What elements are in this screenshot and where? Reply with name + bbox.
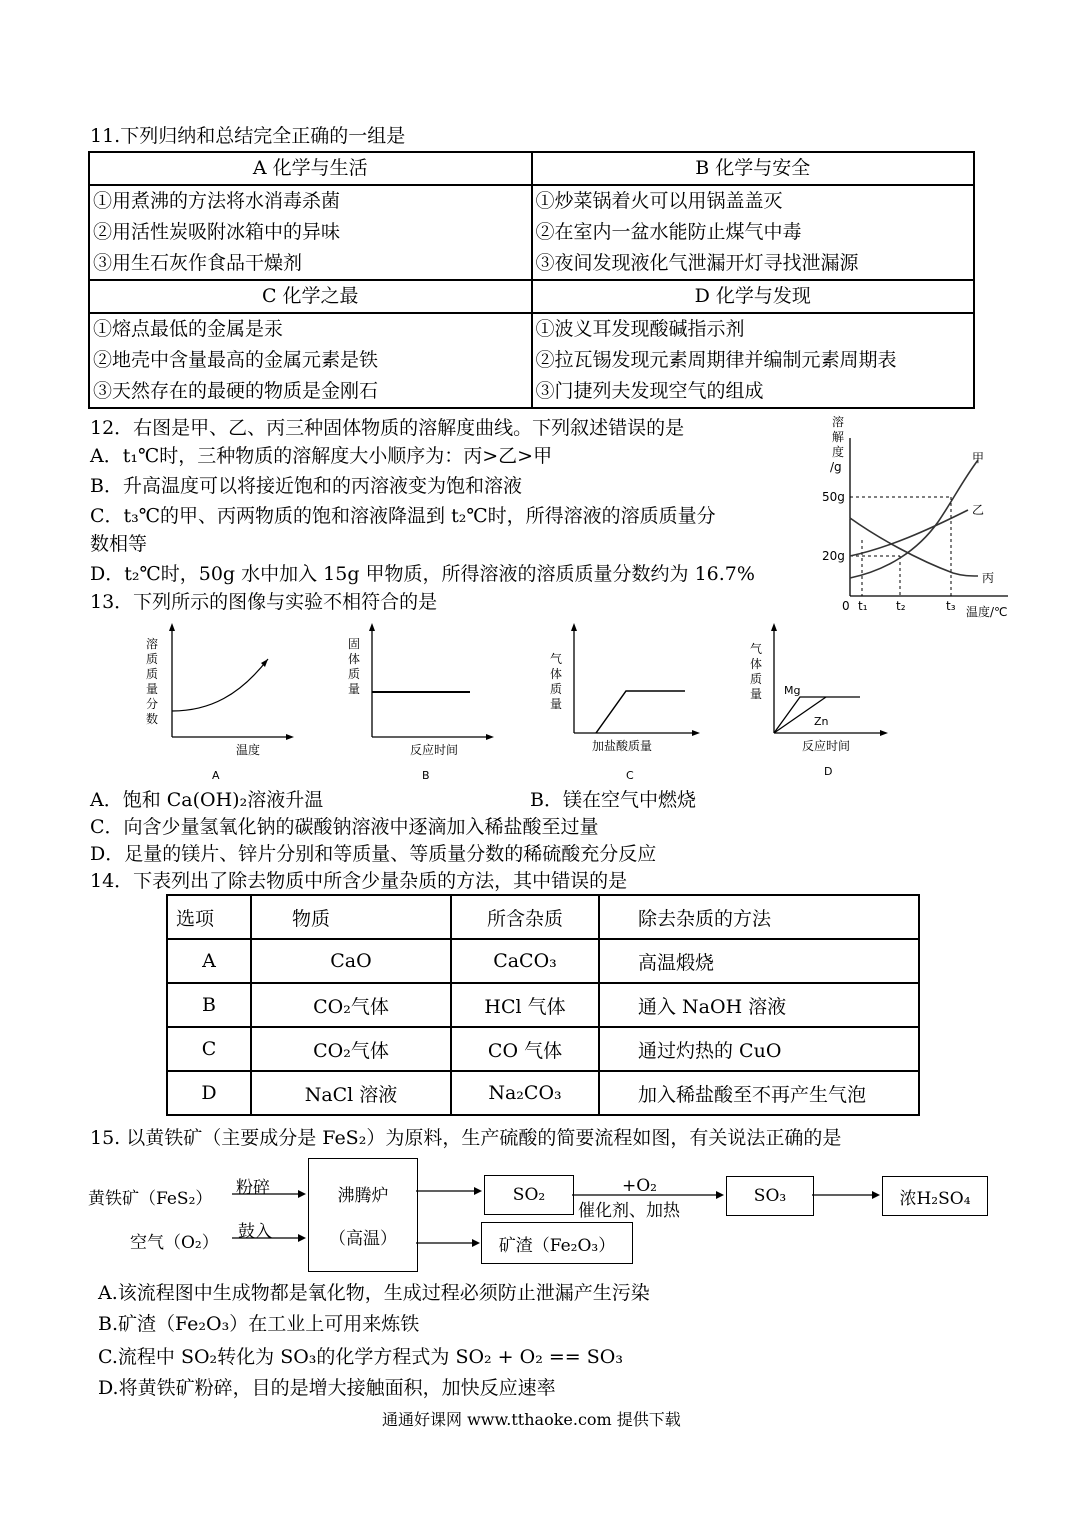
q15-option-b: B.矿渣（Fe₂O₃）在工业上可用来炼铁 [98, 1313, 420, 1335]
row-option: D [167, 1071, 251, 1115]
q15-option-a: A.该流程图中生成物都是氧化物，生成过程必须防止泄漏产生污染 [98, 1282, 650, 1304]
graph-a-ylabel: 分 [146, 697, 159, 711]
q11-table [88, 151, 975, 409]
q11-c-item: ③天然存在的最硬的物质是金刚石 [93, 380, 379, 402]
header-option: 选项 [167, 895, 251, 939]
flow-slag: 矿渣（Fe₂O₃） [498, 1235, 616, 1256]
footer-text: 通通好课网 www.tthaoke.com 提供下载 [382, 1410, 681, 1429]
graph-b-ylabel: 固 [348, 637, 361, 651]
q13-option-d: D．足量的镁片、锌片分别和等质量、等质量分数的稀硫酸充分反应 [90, 843, 657, 865]
graph-ylabel: 溶 [832, 415, 845, 429]
row-option: B [167, 983, 251, 1027]
q13-graphs [140, 615, 910, 785]
row-impurity: Na₂CO₃ [451, 1071, 599, 1115]
header-impurity: 所含杂质 [451, 895, 599, 939]
graph-ytick-20: 20g [822, 549, 845, 563]
q13-option-b: B．镁在空气中燃烧 [530, 789, 696, 811]
q13-stem: 13．下列所示的图像与实验不相符合的是 [90, 591, 438, 613]
graph-ylabel: 解 [832, 430, 845, 444]
graph-b-ylabel: 质 [348, 667, 361, 681]
graph-a-curve [172, 659, 268, 711]
flow-input-air: 空气（O₂） [130, 1233, 219, 1253]
graph-b-tag: B [422, 769, 430, 782]
graph-d-ylabel: 量 [750, 687, 763, 701]
graph-b-xlabel: 反应时间 [410, 743, 459, 757]
graph-d-tag: D [824, 765, 833, 778]
q13-graph-c [550, 623, 700, 782]
q11-a-item: ③用生石灰作食品干燥剂 [93, 252, 303, 274]
flow-so3: SO₃ [753, 1186, 787, 1206]
graph-ylabel: 度 [832, 445, 845, 459]
row-option: A [167, 939, 251, 983]
graph-a-tag: A [212, 769, 220, 782]
graph-d-xlabel: 反应时间 [802, 739, 851, 753]
graph-c-ylabel: 体 [550, 667, 563, 681]
q11-c-cell [89, 313, 532, 408]
curve-label-bing: 丙 [982, 571, 995, 585]
flow-so2: SO₂ [512, 1185, 546, 1205]
table-row [167, 983, 919, 1027]
q11-d-cell [532, 313, 975, 408]
q11-c-item: ①熔点最低的金属是汞 [93, 318, 284, 340]
q11-b-cell [532, 185, 975, 280]
q11-d-title: D 化学与发现 [532, 280, 975, 313]
graph-c-xlabel: 加盐酸质量 [592, 739, 653, 753]
q12-option-c-cont: 数相等 [90, 533, 148, 555]
row-option: C [167, 1027, 251, 1071]
row-impurity: HCl 气体 [451, 983, 599, 1027]
table-row [167, 1027, 919, 1071]
row-substance: CaO [251, 939, 451, 983]
q15-option-d: D.将黄铁矿粉碎，目的是增大接触面积，加快反应速率 [98, 1377, 556, 1399]
q11-a-cell [89, 185, 532, 280]
curve-label-yi: 乙 [972, 503, 985, 517]
q12-option-b: B．升高温度可以将接近饱和的丙溶液变为饱和溶液 [90, 475, 522, 497]
graph-xtick-t3: t₃ [946, 599, 956, 613]
graph-d-ylabel: 体 [750, 657, 763, 671]
curve-label-jia: 甲 [972, 451, 985, 465]
graph-ylabel: /g [830, 460, 842, 474]
graph-a-ylabel: 质 [146, 667, 159, 681]
q12-option-a: A．t₁℃时，三种物质的溶解度大小顺序为：丙>乙>甲 [90, 445, 553, 467]
q14-table [166, 894, 920, 1116]
q11-a-item: ①用煮沸的方法将水消毒杀菌 [93, 190, 341, 212]
graph-b-ylabel: 体 [348, 652, 361, 666]
flow-cond-top: +O₂ [622, 1176, 657, 1196]
graph-c-line [596, 691, 685, 733]
q11-b-item: ①炒菜锅着火可以用锅盖盖灭 [535, 190, 783, 212]
row-substance: CO₂气体 [251, 983, 451, 1027]
solubility-graph [818, 410, 1028, 625]
q13-graph-b [348, 623, 494, 782]
graph-xtick-0: 0 [842, 599, 850, 613]
graph-xtick-t1: t₁ [858, 599, 868, 613]
flow-furnace-name: 沸腾炉 [337, 1186, 389, 1206]
graph-d-zn-label: Zn [814, 715, 829, 728]
q11-c-title: C 化学之最 [89, 280, 532, 313]
graph-d-mg-label: Mg [784, 684, 801, 697]
q13-graph-d [750, 623, 888, 778]
graph-d-ylabel: 质 [750, 672, 763, 686]
graph-a-ylabel: 数 [146, 712, 159, 726]
header-method: 除去杂质的方法 [599, 895, 919, 939]
q12-option-c: C．t₃℃的甲、丙两物质的饱和溶液降温到 t₂℃时，所得溶液的溶质质量分 [90, 505, 716, 527]
graph-c-ylabel: 量 [550, 697, 563, 711]
flow-cond-bottom: 催化剂、加热 [578, 1201, 680, 1221]
row-substance: NaCl 溶液 [251, 1071, 451, 1115]
table-row [167, 939, 919, 983]
flow-action-crush: 粉碎 [236, 1178, 270, 1198]
flow-furnace-cond: （高温） [329, 1229, 397, 1249]
graph-b-ylabel: 量 [348, 682, 361, 696]
q12-stem: 12．右图是甲、乙、丙三种固体物质的溶解度曲线。下列叙述错误的是 [90, 417, 685, 439]
row-method: 通过灼热的 CuO [599, 1027, 919, 1071]
flow-action-blow: 鼓入 [238, 1222, 272, 1242]
q15-option-c: C.流程中 SO₂转化为 SO₃的化学方程式为 SO₂ + O₂ == SO₃ [98, 1346, 623, 1368]
graph-d-ylabel: 气 [750, 642, 763, 656]
flow-arrows [0, 1150, 1087, 1280]
q11-a-item: ②用活性炭吸附冰箱中的异味 [93, 221, 341, 243]
graph-a-ylabel: 量 [146, 682, 159, 696]
q12-option-d: D．t₂℃时，50g 水中加入 15g 甲物质，所得溶液的溶质质量分数约为 16.7% [90, 563, 755, 585]
q11-b-title: B 化学与安全 [532, 152, 975, 185]
header-substance: 物质 [251, 895, 451, 939]
q13-graph-a [146, 623, 294, 782]
q11-d-item: ③门捷列夫发现空气的组成 [535, 380, 764, 402]
graph-a-ylabel: 溶 [146, 637, 159, 651]
row-method: 高温煅烧 [599, 939, 919, 983]
q11-b-item: ③夜间发现液化气泄漏开灯寻找泄漏源 [535, 252, 859, 274]
graph-c-ylabel: 气 [550, 652, 563, 666]
q11-stem: 11.下列归纳和总结完全正确的一组是 [90, 125, 406, 147]
row-impurity: CO 气体 [451, 1027, 599, 1071]
q15-stem: 15. 以黄铁矿（主要成分是 FeS₂）为原料，生产硫酸的简要流程如图，有关说法正确的是 [90, 1127, 842, 1149]
q11-c-item: ②地壳中含量最高的金属元素是铁 [93, 349, 379, 371]
table-row [167, 1071, 919, 1115]
row-method: 通入 NaOH 溶液 [599, 983, 919, 1027]
graph-xlabel: 温度/℃ [966, 605, 1008, 619]
q13-option-a: A．饱和 Ca(OH)₂溶液升温 [90, 789, 324, 811]
flow-input-pyrite: 黄铁矿（FeS₂） [88, 1189, 213, 1209]
q11-b-item: ②在室内一盆水能防止煤气中毒 [535, 221, 802, 243]
graph-xtick-t2: t₂ [896, 599, 906, 613]
q14-stem: 14．下表列出了除去物质中所含少量杂质的方法，其中错误的是 [90, 870, 628, 892]
q11-d-item: ①波义耳发现酸碱指示剂 [535, 318, 745, 340]
curve-yi [850, 510, 968, 556]
graph-ytick-50: 50g [822, 490, 845, 504]
graph-c-tag: C [626, 769, 634, 782]
row-impurity: CaCO₃ [451, 939, 599, 983]
graph-a-xlabel: 温度 [236, 743, 261, 757]
row-substance: CO₂气体 [251, 1027, 451, 1071]
q11-d-item: ②拉瓦锡发现元素周期律并编制元素周期表 [535, 349, 897, 371]
q13-option-c: C．向含少量氢氧化钠的碳酸钠溶液中逐滴加入稀盐酸至过量 [90, 816, 599, 838]
table-header-row [167, 895, 919, 939]
graph-a-ylabel: 质 [146, 652, 159, 666]
curve-jia [850, 460, 978, 578]
graph-c-ylabel: 质 [550, 682, 563, 696]
flow-acid: 浓H₂SO₄ [899, 1188, 971, 1209]
row-method: 加入稀盐酸至不再产生气泡 [599, 1071, 919, 1115]
q11-a-title: A 化学与生活 [89, 152, 532, 185]
